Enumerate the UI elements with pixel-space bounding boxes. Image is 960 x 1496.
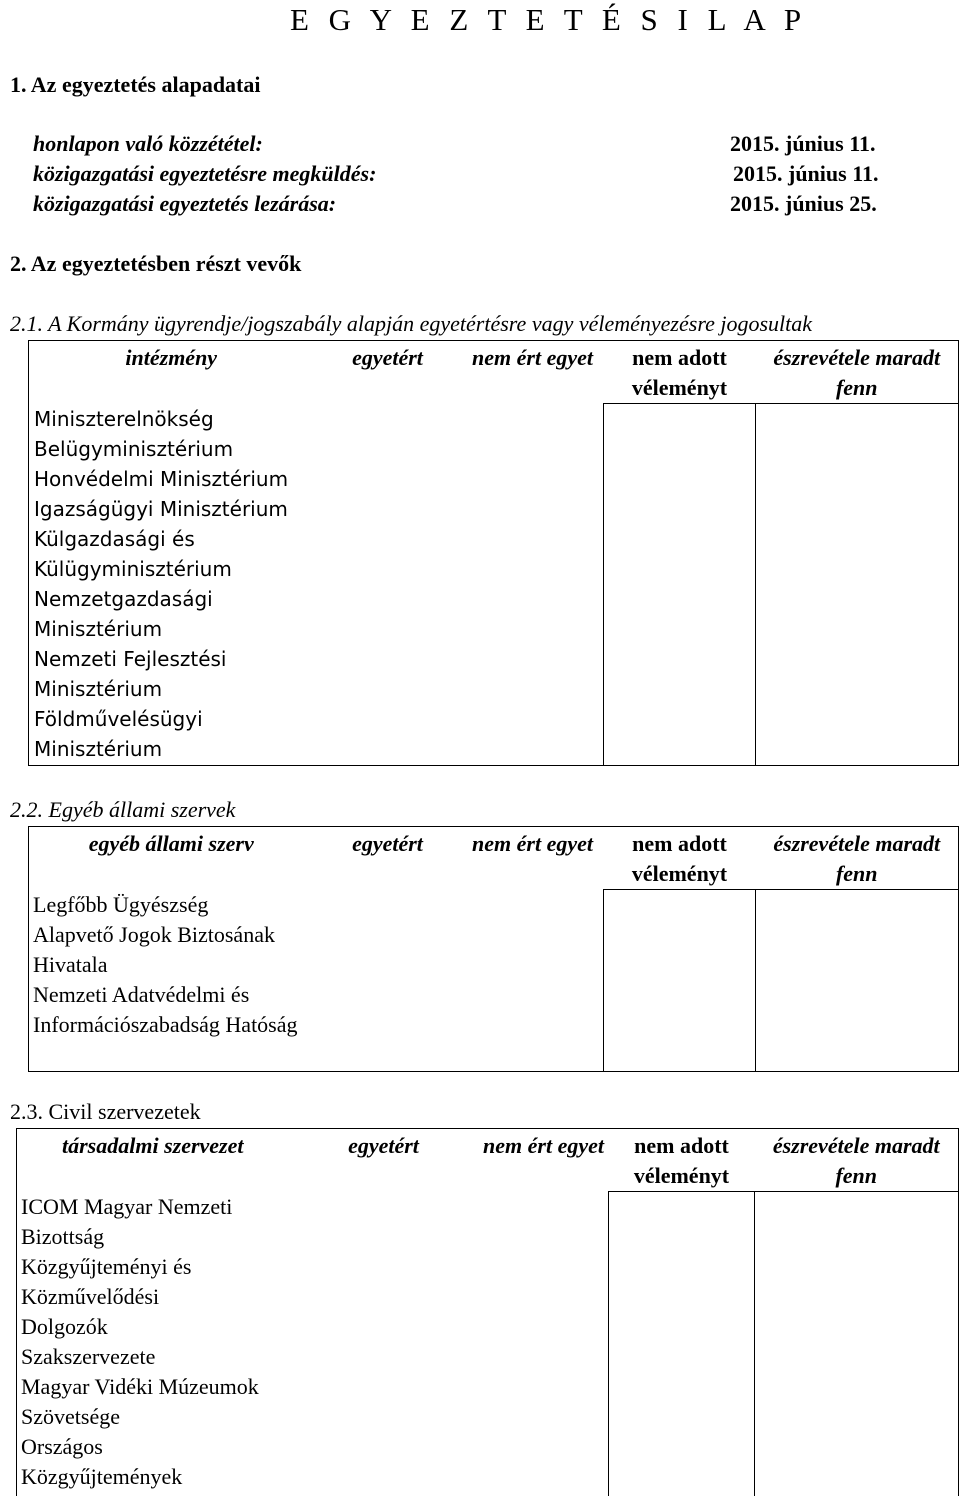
col-header-disagree: nem ért egyet — [479, 1129, 609, 1192]
col-header-noopinion: nem adott véleményt — [604, 827, 756, 890]
disagree-cell — [462, 890, 604, 1072]
sent-date: 2015. június 11. — [733, 161, 879, 186]
table-2-2 — [28, 826, 959, 1072]
list-item: Magyar Vidéki Múzeumok Szövetsége — [21, 1373, 259, 1429]
page-title: E G Y E Z T E T É S I L A P — [290, 2, 808, 37]
closed-label: közigazgatási egyeztetés lezárása: — [33, 191, 337, 216]
list-item: Legfőbb Ügyészség — [33, 891, 209, 917]
list-item: Igazságügyi Minisztérium — [34, 496, 288, 521]
col-header-noopinion: nem adott véleményt — [609, 1129, 755, 1192]
sub3-heading: 2.3. Civil szervezetek — [10, 1099, 201, 1124]
sent-label: közigazgatási egyeztetésre megküldés: — [33, 161, 377, 186]
noopinion-cell — [604, 404, 756, 766]
sub1-heading: 2.1. A Kormány ügyrendje/jogszabály alapján egyetértésre vagy véleményezésre jogosultak — [10, 311, 812, 336]
noopinion-cell — [609, 1192, 755, 1496]
list-item: Közgyűjteményi és Közművelődési Dolgozók Szakszervezete — [21, 1253, 192, 1369]
col-header-noopinion: nem adott véleményt — [604, 341, 756, 404]
table-2-1 — [28, 340, 959, 766]
table-2-3 — [16, 1128, 959, 1496]
col-header-agree: egyetért — [314, 827, 462, 890]
list-item: Földművelésügyi Minisztérium — [34, 706, 203, 761]
col-header-agree: egyetért — [314, 341, 462, 404]
state-body-list — [29, 890, 314, 1072]
col-header-disagree: nem ért egyet — [462, 827, 604, 890]
list-item: Nemzetgazdasági Minisztérium — [34, 586, 213, 641]
list-item: Honvédelmi Minisztérium — [34, 466, 289, 491]
col-header-disagree: nem ért egyet — [462, 341, 604, 404]
remark-cell — [756, 890, 959, 1072]
col-header-civil-org: társadalmi szervezet — [17, 1129, 289, 1192]
list-item: Külgazdasági és Külügyminisztérium — [34, 526, 232, 581]
agree-cell — [289, 1192, 479, 1496]
remark-cell — [756, 404, 959, 766]
noopinion-cell — [604, 890, 756, 1072]
list-item: Nemzeti Adatvédelmi és Információszabadság Hatóság — [33, 981, 298, 1037]
disagree-cell — [479, 1192, 609, 1496]
list-item: ICOM Magyar Nemzeti Bizottság — [21, 1193, 233, 1249]
col-header-remark: észrevétele maradt fenn — [755, 1129, 959, 1192]
agree-cell — [314, 890, 462, 1072]
col-header-agree: egyetért — [289, 1129, 479, 1192]
remark-cell — [755, 1192, 959, 1496]
list-item: Miniszterelnökség — [34, 406, 214, 431]
institution-list — [29, 404, 314, 766]
list-item: Alapvető Jogok Biztosának Hivatala — [33, 921, 275, 977]
section1-heading: 1. Az egyeztetés alapadatai — [10, 72, 261, 97]
list-item: Belügyminisztérium — [34, 436, 234, 461]
published-date: 2015. június 11. — [730, 131, 876, 156]
published-label: honlapon való közzététel: — [33, 131, 263, 156]
col-header-state-body: egyéb állami szerv — [29, 827, 314, 890]
list-item: Országos Közgyűjtemények — [21, 1433, 183, 1489]
col-header-institution: intézmény — [29, 341, 314, 404]
closed-date: 2015. június 25. — [730, 191, 877, 216]
col-header-remark: észrevétele maradt fenn — [756, 827, 959, 890]
sub2-heading: 2.2. Egyéb állami szervek — [10, 797, 236, 822]
section2-heading: 2. Az egyeztetésben részt vevők — [10, 251, 302, 276]
disagree-cell — [462, 404, 604, 766]
civil-org-list — [17, 1192, 289, 1496]
list-item: Nemzeti Fejlesztési Minisztérium — [34, 646, 227, 701]
col-header-remark: észrevétele maradt fenn — [756, 341, 959, 404]
agree-cell — [314, 404, 462, 766]
